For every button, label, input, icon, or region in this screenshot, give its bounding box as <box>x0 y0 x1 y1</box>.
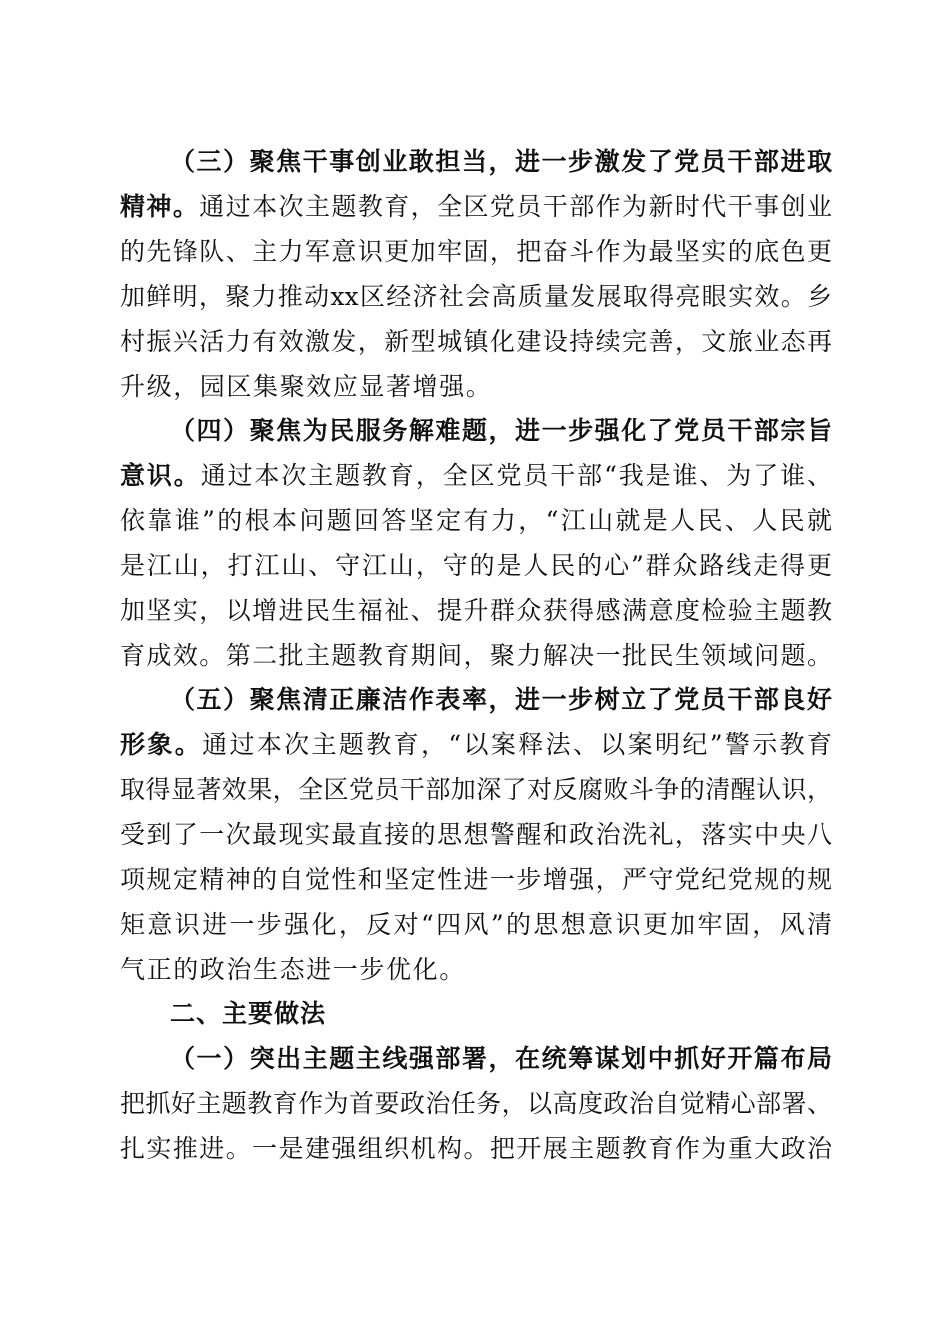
paragraph-line: 加鲜明，聚力推动xx区经济社会高质量发展取得亮眼实效。乡 <box>120 282 832 311</box>
section-heading: 二、主要做法 <box>170 999 327 1028</box>
paragraph-line: 气正的政治生态进一步优化。 <box>120 955 466 984</box>
section4-line1 <box>120 454 832 498</box>
section3-title-end: 精神。 <box>120 192 200 221</box>
section3-line1 <box>120 185 832 229</box>
section5-line1 <box>120 723 832 767</box>
paragraph-line: 育成效。第二批主题教育期间，聚力解决一批民生领域问题。 <box>120 641 832 670</box>
paragraph-line: 的先锋队、主力军意识更加牢固，把奋斗作为最坚实的底色更 <box>120 237 832 266</box>
paragraph-line: 受到了一次最现实最直接的思想警醒和政治洗礼，落实中央八 <box>120 820 832 849</box>
section4-title-end: 意识。 <box>120 461 201 490</box>
paragraph-line: 加坚实，以增进民生福祉、提升群众获得感满意度检验主题教 <box>120 596 832 625</box>
paragraph-line: 把抓好主题教育作为首要政治任务，以高度政治自觉精心部署、 <box>120 1089 832 1118</box>
section3-title: （三）聚焦干事创业敢担当，进一步激发了党员干部进取 <box>170 147 832 176</box>
paragraph-line: 升级，园区集聚效应显著增强。 <box>120 372 493 401</box>
paragraph-line: 矩意识进一步强化，反对“四风”的思想意识更加牢固，风清 <box>120 910 832 939</box>
paragraph-line: 村振兴活力有效激发，新型城镇化建设持续完善，文旅业态再 <box>120 327 832 356</box>
paragraph-line: 依靠谁”的根本问题回答坚定有力，“江山就是人民、人民就 <box>120 506 832 535</box>
section3-line1-text: 通过本次主题教育，全区党员干部作为新时代干事创业 <box>199 192 832 221</box>
paragraph-line: 项规定精神的自觉性和坚定性进一步增强，严守党纪党规的规 <box>120 865 832 894</box>
section4-line1-text: 通过本次主题教育，全区党员干部“我是谁、为了谁、 <box>200 461 832 490</box>
paragraph-line: 取得显著效果，全区党员干部加深了对反腐败斗争的清醒认识， <box>120 775 832 804</box>
subsection1-title: （一）突出主题主线强部署，在统筹谋划中抓好开篇布局 <box>170 1044 832 1073</box>
section5-line1-text: 通过本次主题教育，“以案释法、以案明纪”警示教育 <box>202 730 832 759</box>
section5-title-end: 形象。 <box>120 730 203 759</box>
section4-title: （四）聚焦为民服务解难题，进一步强化了党员干部宗旨 <box>170 416 832 445</box>
paragraph-line: 扎实推进。一是建强组织机构。把开展主题教育作为重大政治 <box>120 1134 832 1163</box>
paragraph-line: 是江山，打江山、守江山，守的是人民的心”群众路线走得更 <box>120 551 832 580</box>
section5-title: （五）聚焦清正廉洁作表率，进一步树立了党员干部良好 <box>170 685 832 714</box>
